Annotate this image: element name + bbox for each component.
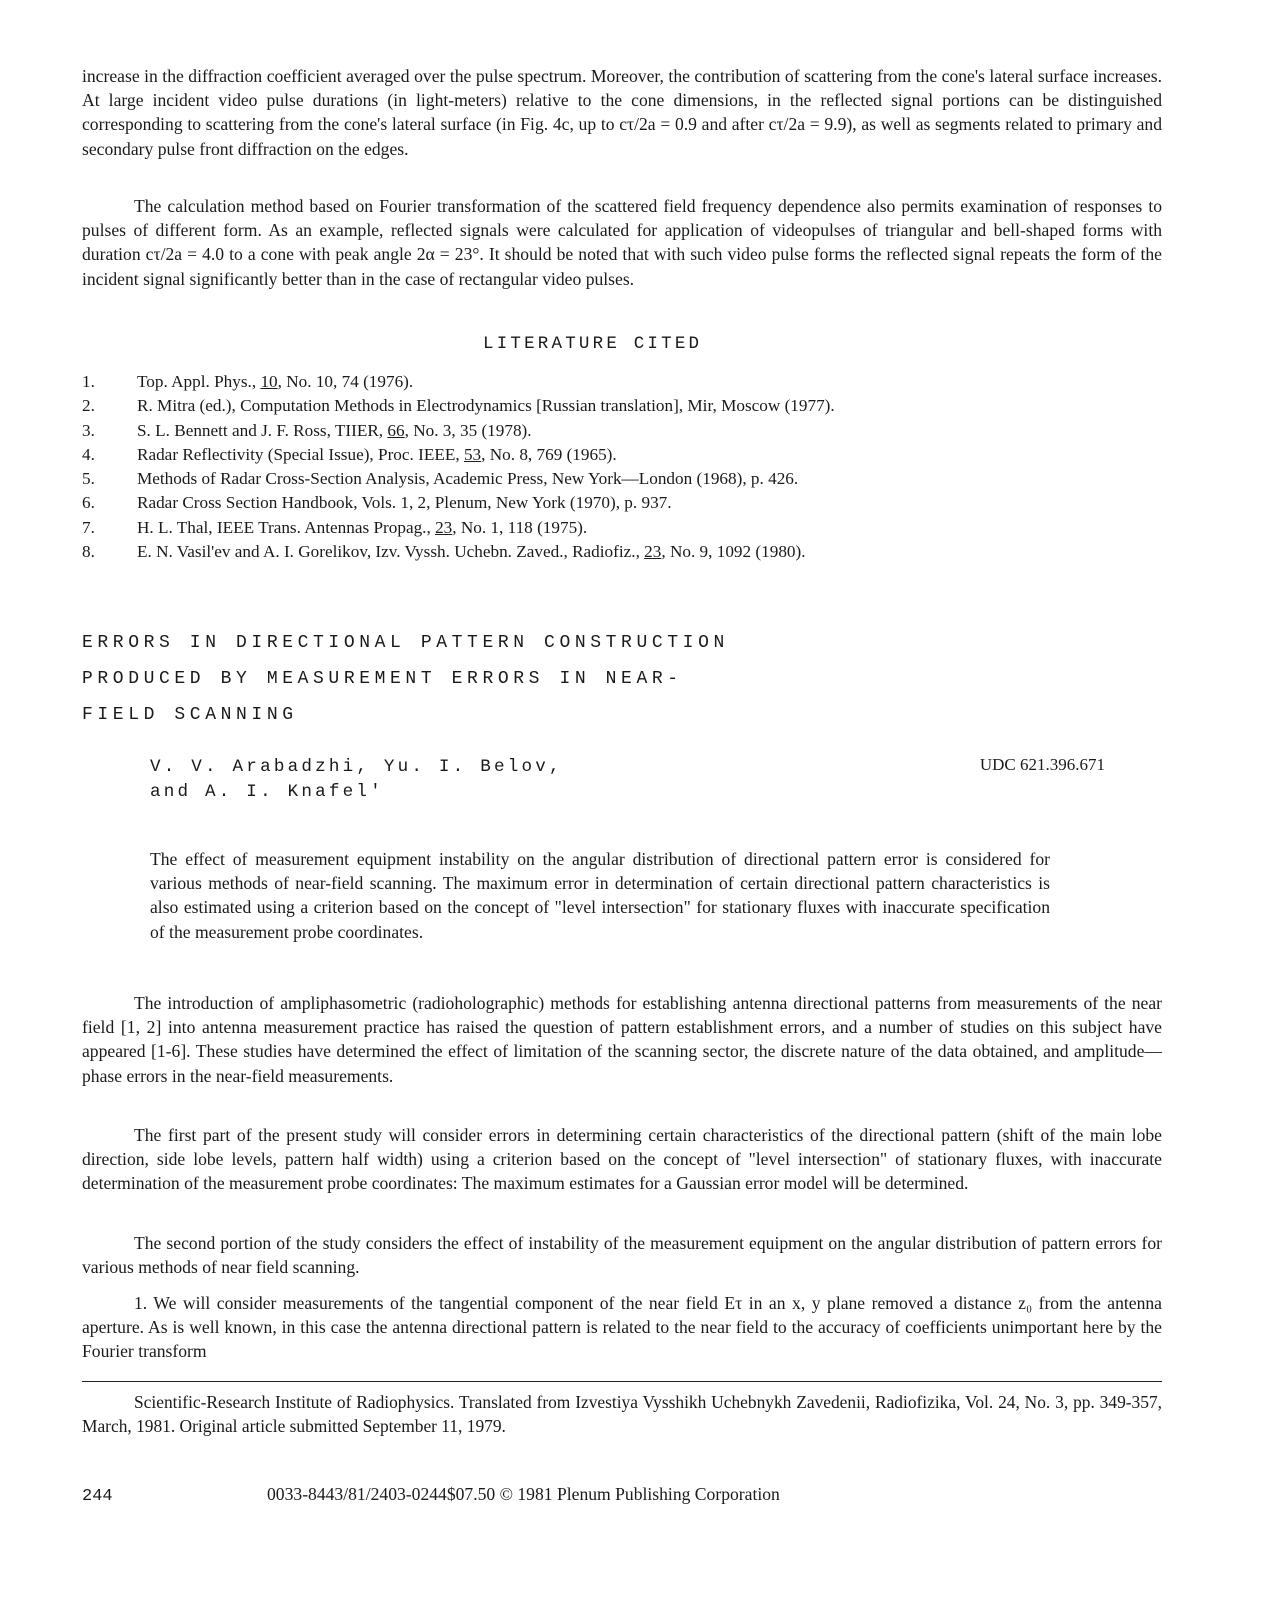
- body-paragraph: The second portion of the study considers the effect of instability of the measurement equipment on the angular distribution of pattern errors for various methods of near field scanning.: [82, 1233, 1162, 1278]
- author-line: and A. I. Knafel': [150, 782, 384, 802]
- reference-item: [82, 370, 1172, 394]
- copyright-line: 0033-8443/81/2403-0244$07.50 © 1981 Plenum Publishing Corporation: [267, 1484, 780, 1504]
- reference-number: 5.: [82, 469, 95, 489]
- reference-item: [82, 394, 1172, 418]
- article-title-line: FIELD SCANNING: [82, 705, 298, 725]
- footnote-divider: [82, 1381, 1162, 1382]
- reference-text: Radar Cross Section Handbook, Vols. 1, 2, Plenum, New York (1970), p. 937.: [137, 493, 672, 513]
- reference-number: 1.: [82, 372, 95, 391]
- udc-code: UDC 621.396.671: [979, 755, 1105, 774]
- abstract: The effect of measurement equipment instability on the angular distribution of directional pattern error is considered for various methods of near-field scanning. The maximum error in determination of certain directional pattern characteristics is also estimated using a criterion based on the concept of "level intersection" for stationary fluxes with inaccurate specification of the measurement probe coordinates.: [150, 849, 1050, 942]
- reference-number: 3.: [82, 420, 95, 440]
- reference-item: [82, 491, 1172, 515]
- reference-list: [82, 370, 1172, 564]
- reference-text: Methods of Radar Cross-Section Analysis, Academic Press, New York—London (1968), p. 426.: [137, 469, 799, 489]
- author-line: V. V. Arabadzhi, Yu. I. Belov,: [150, 757, 563, 777]
- reference-text: H. L. Thal, IEEE Trans. Antennas Propag., 23, No. 1, 118 (1975).: [137, 517, 588, 537]
- page-number: 244: [82, 1487, 113, 1506]
- reference-item: [82, 516, 1172, 540]
- body-paragraph: 1. We will consider measurements of the tangential component of the near field Eτ in an x, y plane removed a distance z₀ from the antenna aperture. As is well known, in this case the antenna directional pattern is related to the near field to the accuracy of coefficients unimportant here by the Fourier transform: [82, 1293, 1162, 1362]
- body-paragraph: The introduction of ampliphasometric (radioholographic) methods for establishing antenna directional patterns from measurements of the near field [1, 2] into antenna measurement practice has raised the question of pattern establishment errors, and a number of studies on this subject have appeared [1-6]. These studies have determined the effect of limitation of the scanning sector, the discrete nature of the data obtained, and amplitude—phase errors in the near-field measurements.: [82, 993, 1162, 1086]
- reference-text: Top. Appl. Phys., 10, No. 10, 74 (1976).: [137, 372, 414, 391]
- article-title-line: PRODUCED BY MEASUREMENT ERRORS IN NEAR-: [82, 669, 683, 689]
- method-paragraph: The calculation method based on Fourier transformation of the scattered field frequency dependence also permits examination of responses to pulses of different form. As an example, reflected signals were calculated for application of videopulses of triangular and bell-shaped forms with duration cτ/2a = 4.0 to a cone with peak angle 2α = 23°. It should be noted that with such video pulse forms the reflected signal repeats the form of the incident signal significantly better than in the case of rectangular video pulses.: [82, 196, 1162, 289]
- reference-text: R. Mitra (ed.), Computation Methods in Electrodynamics [Russian translation], Mir, Moscow (1977).: [137, 396, 835, 416]
- body-paragraph: The first part of the present study will consider errors in determining certain characteristics of the directional pattern (shift of the main lobe direction, side lobe levels, pattern half width) using a criterion based on the concept of "level intersection" of stationary fluxes, with inaccurate determination of the measurement probe coordinates: The maximum estimates for a Gaussian error model will be determined.: [82, 1125, 1162, 1194]
- reference-text: S. L. Bennett and J. F. Ross, TIIER, 66, No. 3, 35 (1978).: [137, 420, 532, 440]
- reference-text: Radar Reflectivity (Special Issue), Proc. IEEE, 53, No. 8, 769 (1965).: [137, 444, 617, 464]
- literature-heading: LITERATURE CITED: [483, 334, 703, 354]
- author-block: [150, 755, 563, 805]
- reference-text: E. N. Vasil'ev and A. I. Gorelikov, Izv. Vyssh. Uchebn. Zaved., Radiofiz., 23, No. 9, 1092 (1980).: [137, 542, 806, 562]
- continuation-paragraph: increase in the diffraction coefficient averaged over the pulse spectrum. Moreover, the contribution of scattering from the cone's lateral surface increases. At large incident video pulse durations (in light-meters) relative to the cone dimensions, in the reflected signal portions can be distinguished corresponding to scattering from the cone's lateral surface (in Fig. 4c, up to cτ/2a = 0.9 and after cτ/2a = 9.9), as well as segments related to primary and secondary pulse front diffraction on the edges.: [82, 66, 1162, 159]
- footnote: Scientific-Research Institute of Radiophysics. Translated from Izvestiya Vysshikh Uchebnykh Zavedenii, Radiofizika, Vol. 24, No. 3, pp. 349-357, March, 1981. Original article submitted September 11, 1979.: [82, 1392, 1162, 1436]
- reference-number: 6.: [82, 493, 95, 513]
- reference-number: 7.: [82, 517, 95, 537]
- article-title-line: ERRORS IN DIRECTIONAL PATTERN CONSTRUCTION: [82, 633, 729, 653]
- reference-item: [82, 467, 1172, 491]
- reference-item: [82, 419, 1172, 443]
- reference-item: [82, 540, 1172, 564]
- reference-number: 8.: [82, 542, 95, 562]
- reference-item: [82, 443, 1172, 467]
- reference-number: 2.: [82, 396, 95, 416]
- reference-number: 4.: [82, 444, 95, 464]
